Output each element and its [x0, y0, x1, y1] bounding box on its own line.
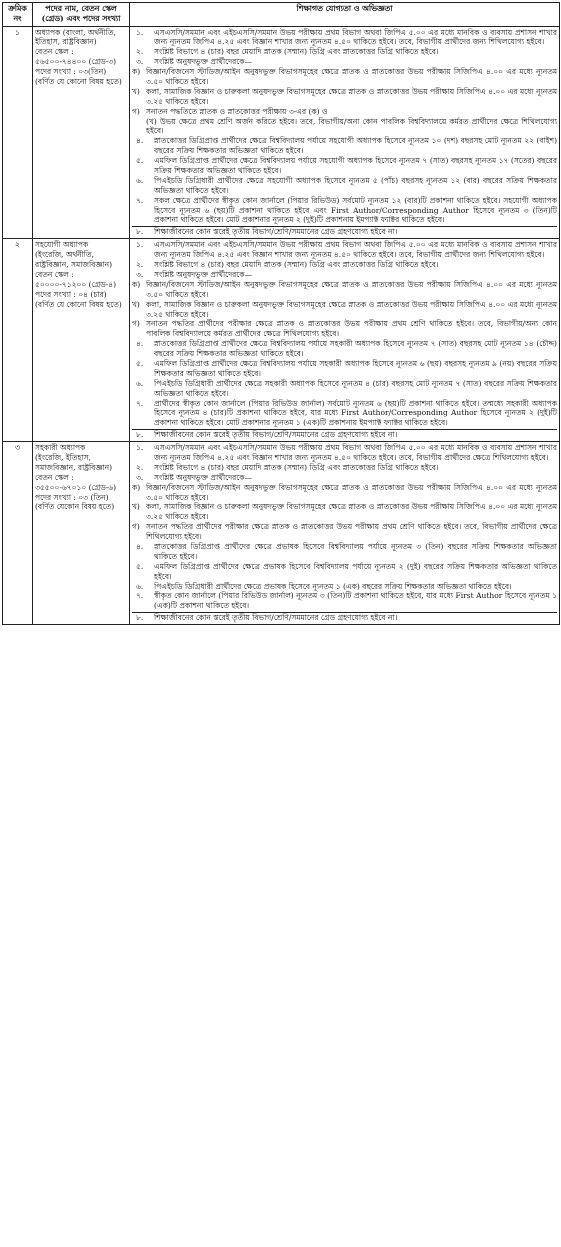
criterion-item: [132, 562, 557, 582]
criterion-item: [132, 67, 557, 87]
criterion-item: [132, 156, 557, 176]
criterion-text: সংশ্লিষ্ট বিভাগে ৪ (চার) বছর মেয়াদি স্নাতক (সম্মান) ডিগ্রি এবং স্নাতকোত্তর ডিগ্রি থাকিতে হইবে।: [154, 260, 439, 270]
criterion-text: এমফিল ডিগ্রিপ্রাপ্ত প্রার্থীদের ক্ষেত্রে বিশ্ববিদ্যালয় পর্যায়ে সহযোগী অধ্যাপক হিসেবে ন্যূনতম ৭ (সাত) বছরসহ ন্যূনতম ১৭ (সতের) বছরের সক্রিয় শিক্ষকতার অভিজ্ঞতা থাকিতে হইবে।: [154, 156, 557, 176]
serial-number: ৩: [3, 442, 33, 625]
criterion-marker: ৭.: [136, 398, 144, 408]
post-line: (ইংরেজি, অর্থনীতি, রাষ্ট্রবিজ্ঞান, সমাজবিজ্ঞান): [35, 250, 113, 270]
criterion-marker: ক): [132, 279, 141, 289]
criterion-text: শিক্ষাজীবনের কোন স্তরেই তৃতীয় বিভাগ/শ্রেণি/সমমানের গ্রেড গ্রহণযোগ্য হইবে না।: [154, 430, 398, 440]
criterion-marker: ১.: [136, 27, 144, 37]
criterion-text: সনাতন পদ্ধতির প্রার্থীদের পরীক্ষার ক্ষেত্রে স্নাতক ও স্নাতকোত্তর উভয় পরীক্ষায় প্রথম শ্রেণি থাকিতে হইবে। তবে, বিভাগীয় প্রার্থীদের ক্ষেত্রে শিথিলযোগ্য হইবে।: [146, 522, 557, 542]
post-line: পদের সংখ্যা : ০৩ (তিন): [35, 492, 109, 502]
post-line: (ইংরেজি, ইতিহাস, সমাজবিজ্ঞান, রাষ্ট্রবিজ্ঞান): [35, 452, 113, 472]
criterion-marker: ২.: [136, 462, 144, 472]
header-row: [3, 3, 560, 27]
post-line: (বর্ণিত যে কোনো বিষয় হতে): [35, 77, 122, 87]
post-line: সহকারী অধ্যাপক: [35, 443, 86, 453]
criterion-item: [132, 47, 557, 57]
criterion-marker: ৪.: [136, 136, 144, 146]
criterion-item: [132, 582, 557, 592]
criterion-text: সনাতন পদ্ধতির প্রার্থীদের পরীক্ষার ক্ষেত্রে স্নাতক ও স্নাতকোত্তর উভয় পরীক্ষায় প্রথম শ্রেণি থাকিতে হইবে। তবে, বিভাগীয়/অন্য কোন পাবলিক বিশ্ববিদ্যালয়ে কর্মরত প্রার্থীদের ক্ষেত্রে শিথিলযোগ্য হইবে।: [146, 319, 557, 339]
post-line: সহযোগী অধ্যাপক: [35, 240, 89, 250]
criterion-text: সংশ্লিষ্ট বিভাগে ৪ (চার) বছর মেয়াদি স্নাতক (সম্মান) ডিগ্রি এবং স্নাতকোত্তর ডিগ্রি থাকিতে হইবে।: [154, 462, 439, 472]
criterion-item: [132, 28, 557, 48]
criterion-item: [132, 473, 557, 483]
criterion-text: সকল ক্ষেত্রে প্রার্থীদের স্বীকৃত কোন জার্নালে (পিয়ার রিভিউড) সর্বমোট ন্যূনতম ১২ (বার)টি প্রকাশনা থাকিতে হইবে। সহযোগী অধ্যাপক হিসেবে ন্যূনতম ৬ (ছয়)টি প্রকাশনা থাকিতে হইবে এবং First Author/Corresponding Author হিসেবে ন্যূনতম ৩ (তিন)টি প্রকাশনা থাকিতে হইবে। মোট প্রকাশনার ন্যূনতম ২ (দুই)টি প্রকাশনায় ইমপ্যাক্ট ফ্যাক্টর থাকিতে হইবে।: [154, 195, 557, 225]
criterion-text: বিজ্ঞান/বিজনেস স্টাডিজ/আইন অনুষদভুক্ত বিভাগসমূহের ক্ষেত্রে স্নাতক ও স্নাতকোত্তর উভয় পরীক্ষায় সিজিপিএ ৪.০০ এর মধ্যে ন্যূনতম ৩.৫০ থাকিতে হইবে।: [146, 482, 557, 502]
criterion-text: বিজ্ঞান/বিজনেস স্টাডিজ/আইন অনুষদভুক্ত বিভাগসমূহের ক্ষেত্রে স্নাতক ও স্নাতকোত্তর উভয় পরীক্ষায় সিজিপিএ ৪.০০ এর মধ্যে ন্যূনতম ৩.৫০ থাকিতে হইবে।: [146, 279, 557, 299]
header-post: পদের নাম, বেতন স্কেল (গ্রেড) এবং পদের সংখ্যা: [33, 3, 130, 27]
criterion-text: সংশ্লিষ্ট বিভাগে ৪ (চার) বছর মেয়াদি স্নাতক (সম্মান) ডিগ্রি এবং স্নাতকোত্তর ডিগ্রি থাকিতে হইবে।: [154, 47, 439, 57]
criterion-text: এসএসসি/সমমান এবং এইচএসসি/সমমান উভয় পরীক্ষায় প্রথম বিভাগ অথবা জিপিএ ৫.০০ এর মধ্যে মানবিক ও ব্যবসায় প্রশাসন শাখার জন্য ন্যূনতম জিপিএ ৪.২৫ এবং বিজ্ঞান শাখার জন্য ন্যূনতম ৪.৫০ থাকিতে হইবে। তবে, বিভাগীয় প্রার্থীদের ক্ষেত্রে শিথিলযোগ্য হইবে।: [154, 443, 557, 462]
criterion-marker: ৪.: [136, 339, 144, 349]
criterion-text: এসএসসি/সমমান এবং এইচএসসি/সমমান উভয় পরীক্ষায় প্রথম বিভাগ অথবা জিপিএ ৫.০০ এর মধ্যে মানবিক ও ব্যবসায় প্রশাসন শাখার জন্য ন্যূনতম জিপিএ ৪.২৫ এবং বিজ্ঞান শাখার জন্য ন্যূনতম ৪.৫০ থাকিতে হইবে। তবে, বিভাগীয় প্রার্থীদের জন্য শিথিলযোগ্য হইবে।: [154, 240, 557, 260]
post-line: বেতন স্কেল : ৩৫৫০০-৬৭০১০ (গ্রেড-৬): [35, 472, 117, 492]
criterion-item: [132, 260, 557, 270]
criterion-marker: ৬.: [136, 581, 144, 591]
criterion-marker: ৮.: [136, 430, 144, 440]
criterion-text: স্নাতকোত্তর ডিগ্রিপ্রাপ্ত প্রার্থীদের ক্ষেত্রে বিশ্ববিদ্যালয় পর্যায়ে সহকারী অধ্যাপক হিসেবে ন্যূনতম ৭ (সাত) বছরসহ মোট ন্যূনতম ১৪ (চৌদ্দ) বছরের সক্রিয় শিক্ষকতার অভিজ্ঞতা থাকিতে হইবে।: [154, 339, 557, 359]
criterion-marker: ক): [132, 482, 141, 492]
criterion-item: [132, 612, 557, 623]
criterion-marker: ৩.: [136, 472, 144, 482]
criterion-item: [132, 591, 557, 611]
criterion-item: [132, 280, 557, 300]
criterion-item: [132, 542, 557, 562]
criterion-text: প্রার্থীদের স্বীকৃত কোন জার্নালে (পিয়ার রিভিউড জার্নাল) সর্বমোট ন্যূনতম ৬ (ছয়)টি প্রকাশনা থাকিতে হইবে। তন্মধ্যে সহকারী অধ্যাপক হিসেবে ন্যূনতম ৪ (চার)টি প্রকাশনা থাকিতে হইবে, যার মধ্যে First Author/Corresponding Author হিসেবে ন্যূনতম ২ (দুই)টি প্রকাশনা থাকিতে হইবে। মোট প্রকাশনার ন্যূনতম ১ (এক)টি প্রকাশনায় ইমপ্যাক্ট ফ্যাক্টর থাকিতে হইবে।: [154, 398, 557, 428]
criterion-item: [132, 270, 557, 280]
criterion-marker: ৩.: [136, 269, 144, 279]
criterion-text: এসএসসি/সমমান এবং এইচএসসি/সমমান উভয় পরীক্ষায় প্রথম বিভাগ অথবা জিপিএ ৫.০০ এর মধ্যে মানবিক ও ব্যবসায় প্রশাসন শাখার জন্য ন্যূনতম জিপিএ ৪.২৫ এবং বিজ্ঞান শাখার জন্য ন্যূনতম ৪.৫০ থাকিতে হইবে। তবে, বিভাগীয় প্রার্থীদের জন্য শিথিলযোগ্য হইবে।: [154, 27, 557, 47]
criterion-marker: খ): [132, 299, 140, 309]
criterion-item: [132, 300, 557, 320]
criterion-text: সংশ্লিষ্ট অনুষদভুক্ত প্রার্থীদেরকে—: [154, 269, 253, 279]
criterion-text: এমফিল ডিগ্রিপ্রাপ্ত প্রার্থীদের ক্ষেত্রে বিশ্ববিদ্যালয় পর্যায়ে সহকারী অধ্যাপক হিসেবে ন্যূনতম ৬ (ছয়) বছরসহ ন্যূনতম ৯ (নয়) বছরের সক্রিয় শিক্ষকতার অভিজ্ঞতা থাকিতে হইবে।: [154, 358, 557, 378]
criterion-item: [132, 136, 557, 156]
table-header: [3, 3, 560, 27]
criterion-text: সংশ্লিষ্ট অনুষদভুক্ত প্রার্থীদেরকে—: [154, 57, 253, 67]
criterion-item: [132, 240, 557, 260]
criterion-marker: ১.: [136, 443, 144, 453]
table-row: [3, 26, 560, 239]
criterion-item: [132, 226, 557, 237]
criterion-text: স্নাতকোত্তর ডিগ্রিপ্রাপ্ত প্রার্থীদের ক্ষেত্রে বিশ্ববিদ্যালয় পর্যায়ে সহযোগী অধ্যাপক হিসেবে ন্যূনতম ১০ (দশ) বছরসহ মোট ন্যূনতম ২২ (বাইশ) বছরের সক্রিয় শিক্ষকতার অভিজ্ঞতা থাকিতে হইবে।: [154, 136, 557, 156]
criterion-item: [132, 359, 557, 379]
criterion-marker: খ): [132, 502, 140, 512]
criterion-item: [132, 502, 557, 522]
criterion-marker: গ): [132, 522, 140, 532]
criterion-item: [132, 379, 557, 399]
qualification-criteria: [130, 442, 560, 625]
criterion-item: [132, 443, 557, 463]
criterion-item: [132, 87, 557, 107]
criterion-text: স্নাতকোত্তর ডিগ্রিপ্রাপ্ত প্রার্থীদের ক্ষেত্রে প্রভাষক হিসেবে বিশ্ববিদ্যালয় পর্যায়ে ন্যূনতম ৩ (তিন) বছরের সক্রিয় শিক্ষকতার অভিজ্ঞতা থাকিতে হইবে।: [154, 541, 557, 561]
post-line: (বর্ণিত যে কোনো বিষয় হতে): [35, 299, 122, 309]
criterion-text: পিএইচডি ডিগ্রিধারী প্রার্থীদের ক্ষেত্রে সহকারী অধ্যাপক হিসেবে ন্যূনতম ৪ (চার) বছরসহ মোট ন্যূনতম ৭ (সাত) বছরের সক্রিয় শিক্ষকতার অভিজ্ঞতা থাকিতে হইবে।: [154, 378, 557, 398]
criterion-marker: গ): [132, 319, 140, 329]
post-line: (বর্ণিত যেকোন বিষয় হতে): [35, 502, 115, 512]
criterion-marker: খ): [132, 86, 140, 96]
criterion-text: কলা, সামাজিক বিজ্ঞান ও চারুকলা অনুষদভুক্ত বিভাগসমূহের ক্ষেত্রে স্নাতক ও স্নাতকোত্তর উভয় পরীক্ষায় সিজিপিএ ৪.০০ এর মধ্যে ন্যূনতম ৩.২৫ থাকিতে হইবে।: [146, 502, 557, 522]
criterion-marker: ৫.: [136, 156, 144, 166]
criterion-text: বিজ্ঞান/বিজনেস স্টাডিজ/আইন অনুষদভুক্ত বিভাগসমূহের ক্ষেত্রে স্নাতক ও স্নাতকোত্তর উভয় পরীক্ষায় সিজিপিএ ৪.০০ এর মধ্যে ন্যূনতম ৩.৫০ থাকিতে হইবে।: [146, 67, 557, 87]
criterion-item: [132, 107, 557, 117]
post-line: পদের সংখ্যা : ০৪ (চার): [35, 289, 107, 299]
criterion-marker: গ): [132, 106, 140, 116]
criterion-text: (খ) উভয় ক্ষেত্রে প্রথম শ্রেণি অর্জন করিতে হইবে। তবে, বিভাগীয়/অন্য কোন পাবলিক বিশ্ববিদ্যালয়ে কর্মরত প্রার্থীদের ক্ষেত্রে শিথিলযোগ্য হইবে।: [146, 116, 557, 136]
criterion-marker: [132, 117, 146, 137]
criterion-marker: ক): [132, 67, 141, 77]
criterion-item: [132, 483, 557, 503]
qualification-criteria: [130, 26, 560, 239]
criterion-marker: ২.: [136, 260, 144, 270]
post-line: অধ্যাপক (বাংলা, অর্থনীতি, ইতিহাস, রাষ্ট্রবিজ্ঞান): [35, 27, 116, 47]
criterion-text: স্বীকৃত কোন জার্নালে (পিয়ার রিভিউড জার্নাল) ন্যূনতম ৩ (তিন)টি প্রকাশনা থাকিতে হইবে, যার মধ্যে First Author হিসেবে ন্যূনতম ১ (এক)টি প্রকাশনা থাকিতে হইবে।: [154, 591, 557, 611]
post-line: পদের সংখ্যা : ০৩(তিন): [35, 67, 107, 77]
table-body: [3, 26, 560, 625]
criterion-item: [132, 319, 557, 339]
criterion-marker: ৮.: [136, 613, 144, 623]
header-qualification: শিক্ষাগত যোগ্যতা ও অভিজ্ঞতা: [130, 3, 560, 27]
criterion-item: [132, 117, 557, 137]
criterion-marker: ৪.: [136, 541, 144, 551]
criterion-text: পিএইচডি ডিগ্রিধারী প্রার্থীদের ক্ষেত্রে সহযোগী অধ্যাপক হিসেবে ন্যূনতম ৫ (পাঁচ) বছরসহ ন্যূনতম ১২ (বার) বছরের সক্রিয় শিক্ষকতার অভিজ্ঞতা থাকিতে হইবে।: [154, 175, 557, 195]
post-line: বেতন স্কেল : ৫৬৫০০-৭৪৪০০ (গ্রেড-৩): [35, 47, 117, 67]
criterion-item: [132, 57, 557, 67]
serial-number: ২: [3, 239, 33, 442]
criterion-text: পিএইচডি ডিগ্রিধারী প্রার্থীদের ক্ষেত্রে প্রভাষক হিসেবে ন্যূনতম ১ (এক) বছরের সক্রিয় শিক্ষকতার অভিজ্ঞতা থাকিতে হইবে।: [154, 581, 512, 591]
criterion-marker: ৫.: [136, 358, 144, 368]
post-details: [33, 442, 130, 625]
criterion-item: [132, 399, 557, 429]
criterion-item: [132, 522, 557, 542]
qualification-criteria: [130, 239, 560, 442]
post-details: [33, 26, 130, 239]
criterion-marker: ৬.: [136, 175, 144, 185]
criterion-text: শিক্ষাজীবনের কোন স্তরেই তৃতীয় বিভাগ/শ্রেণি/সমমানের গ্রেড গ্রহণযোগ্য হইবে না।: [154, 227, 398, 237]
criterion-text: সংশ্লিষ্ট অনুষদভুক্ত প্রার্থীদেরকে—: [154, 472, 253, 482]
post-line: বেতন স্কেল : ৫০০০০-৭১২০০ (গ্রেড-৪): [35, 269, 117, 289]
post-details: [33, 239, 130, 442]
criterion-text: কলা, সামাজিক বিজ্ঞান ও চারুকলা অনুষদভুক্ত বিভাগসমূহের ক্ষেত্রে স্নাতক ও স্নাতকোত্তর উভয় পরীক্ষায় সিজিপিএ ৪.০০ এর মধ্যে ন্যূনতম ৩.২৫ থাকিতে হইবে।: [146, 86, 557, 106]
table-row: [3, 239, 560, 442]
criterion-item: [132, 339, 557, 359]
criterion-marker: ১.: [136, 240, 144, 250]
criterion-text: কলা, সামাজিক বিজ্ঞান ও চারুকলা অনুষদভুক্ত বিভাগসমূহের ক্ষেত্রে স্নাতক ও স্নাতকোত্তর উভয় পরীক্ষায় সিজিপিএ ৪.০০ এর মধ্যে ন্যূনতম ৩.২৫ থাকিতে হইবে।: [146, 299, 557, 319]
criterion-item: [132, 196, 557, 226]
criterion-item: [132, 463, 557, 473]
criterion-text: সনাতন পদ্ধতিতে স্নাতক ও স্নাতকোত্তর পরীক্ষায় ৩-এর (ক) ও: [146, 106, 328, 116]
criterion-marker: ৫.: [136, 561, 144, 571]
criterion-item: [132, 429, 557, 440]
criterion-marker: ৩.: [136, 57, 144, 67]
header-serial: ক্রমিক নং: [3, 3, 33, 27]
qualification-table: [2, 2, 560, 625]
criterion-text: শিক্ষাজীবনের কোন স্তরেই তৃতীয় বিভাগ/শ্রেণি/সমমানের গ্রেড গ্রহণযোগ্য হইবে না।: [154, 613, 398, 623]
criterion-marker: ৭.: [136, 195, 144, 205]
criterion-marker: ৭.: [136, 591, 144, 601]
serial-number: ১: [3, 26, 33, 239]
criterion-text: এমফিল ডিগ্রিপ্রাপ্ত প্রার্থীদের ক্ষেত্রে প্রভাষক হিসেবে বিশ্ববিদ্যালয় পর্যায়ে ন্যূনতম ২ (দুই) বছরের সক্রিয় শিক্ষকতার অভিজ্ঞতা থাকিতে হইবে।: [154, 561, 557, 581]
criterion-marker: ৬.: [136, 378, 144, 388]
criterion-marker: ২.: [136, 47, 144, 57]
criterion-marker: ৮.: [136, 227, 144, 237]
criterion-item: [132, 176, 557, 196]
table-row: [3, 442, 560, 625]
